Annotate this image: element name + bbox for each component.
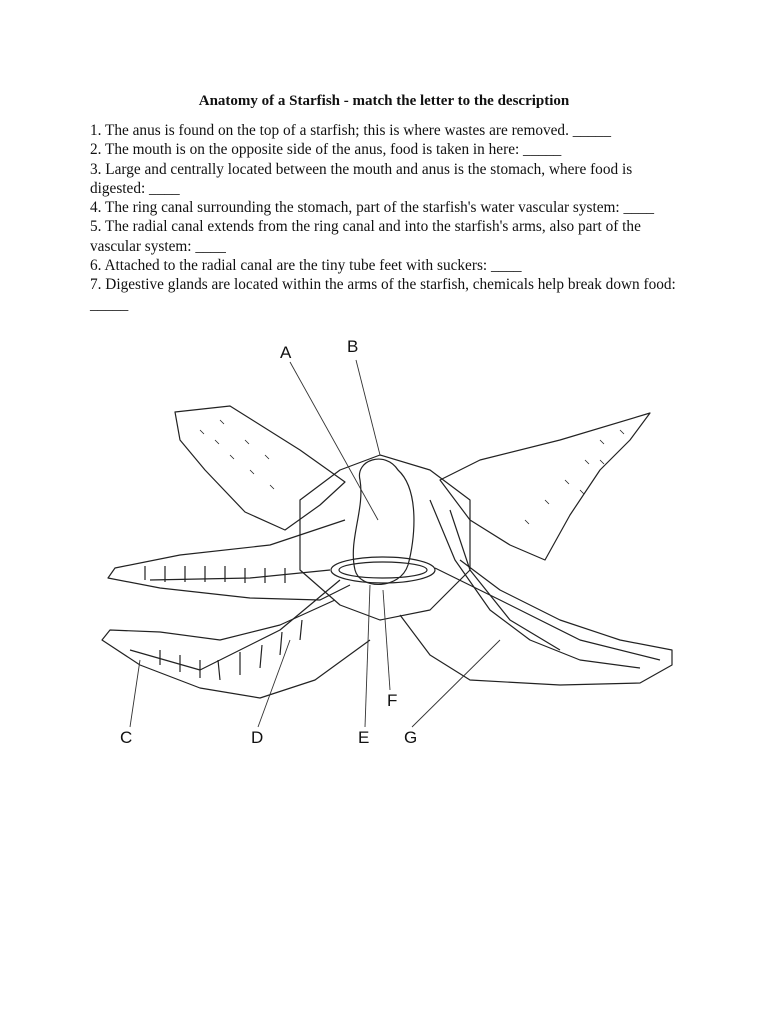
question-1: 1. The anus is found on the top of a starfish; this is where wastes are removed. _____ xyxy=(90,122,611,139)
question-5: 5. The radial canal extends from the ring canal and into the starfish's arms, also part of the vascular system: ____ xyxy=(90,218,641,255)
worksheet-title: Anatomy of a Starfish - match the letter to the description xyxy=(198,93,570,109)
upper-left-arm xyxy=(175,406,345,530)
upper-right-arm xyxy=(440,413,650,560)
leader-line-b xyxy=(356,360,380,455)
label-c: C xyxy=(120,728,133,747)
digestive-glands xyxy=(430,500,640,668)
leader-line-c xyxy=(130,660,140,727)
label-d: D xyxy=(251,728,264,747)
question-7: 7. Digestive glands are located within the arms of the starfish, chemicals help break down food: _____ xyxy=(90,276,676,313)
leader-line-e xyxy=(365,585,370,727)
question-list xyxy=(90,121,690,314)
label-a: A xyxy=(280,343,292,362)
radial-canal-lower-left xyxy=(130,580,340,670)
leader-line-f xyxy=(383,590,390,690)
question-3: 3. Large and centrally located between the mouth and anus is the stomach, where food is digested: ____ xyxy=(90,160,633,197)
tube-feet-left xyxy=(145,566,285,583)
leader-line-g xyxy=(412,640,500,727)
label-e: E xyxy=(358,728,370,747)
question-6: 6. Attached to the radial canal are the tiny tube feet with suckers: ____ xyxy=(90,257,522,275)
central-disc xyxy=(300,455,470,620)
ring-canal-inner xyxy=(339,562,427,578)
label-g: G xyxy=(404,728,418,747)
starfish-diagram xyxy=(95,335,685,755)
stomach xyxy=(353,459,414,584)
lower-left-arm xyxy=(102,600,370,698)
question-2: 2. The mouth is on the opposite side of the anus, food is taken in here: _____ xyxy=(90,141,562,159)
arm-texture xyxy=(200,420,624,524)
ring-canal xyxy=(331,557,435,583)
leader-line-a xyxy=(290,362,378,520)
label-b: B xyxy=(347,337,359,356)
left-arm xyxy=(108,520,350,600)
leader-line-d xyxy=(258,640,290,727)
question-4: 4. The ring canal surrounding the stomach, part of the starfish's water vascular system: ____ xyxy=(90,199,655,217)
radial-canal-left xyxy=(150,570,330,580)
label-f: F xyxy=(387,691,398,710)
